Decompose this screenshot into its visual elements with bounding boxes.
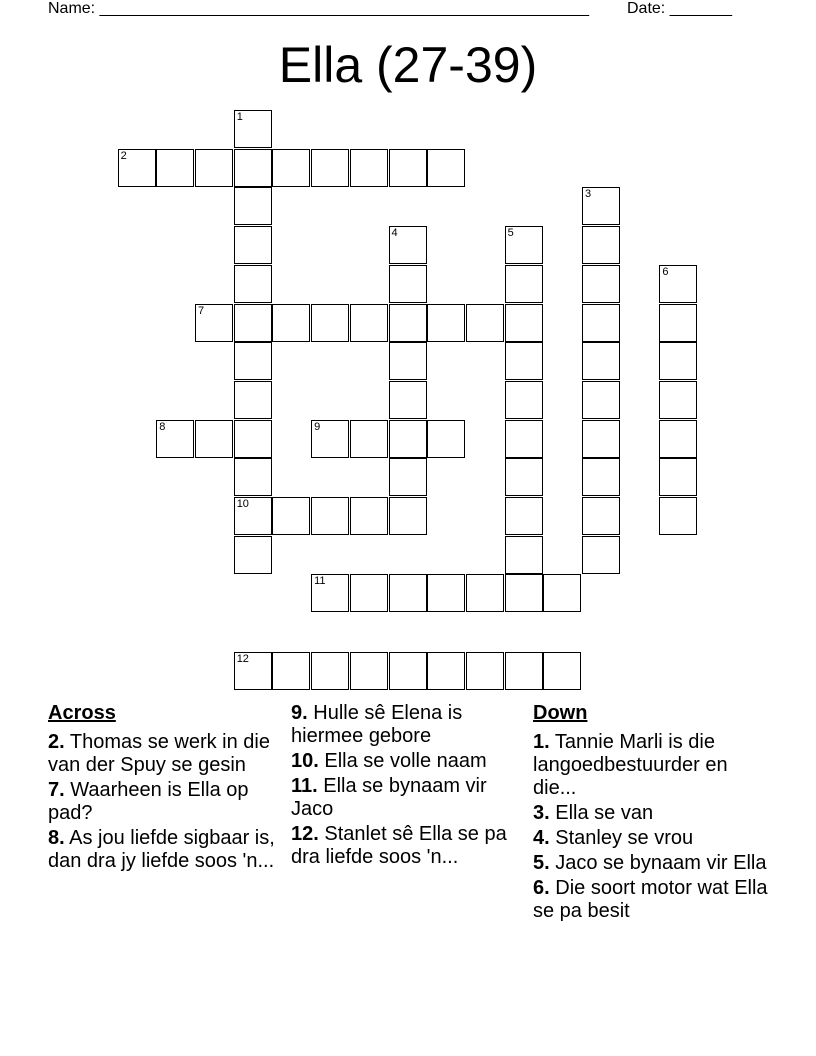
clue-number: 4 xyxy=(391,227,398,240)
grid-cell[interactable] xyxy=(505,497,543,535)
clue-number: 1 xyxy=(236,111,243,123)
clue-across-11: 11. Ella se bynaam vir Jaco xyxy=(291,775,487,820)
clue-down-1: 1. Tannie Marli is die langoedbestuurder en die... xyxy=(533,731,728,799)
grid-cell[interactable] xyxy=(234,226,272,264)
grid-cell[interactable] xyxy=(234,110,272,148)
grid-cell[interactable] xyxy=(505,265,543,303)
grid-cell[interactable] xyxy=(311,304,349,342)
grid-cell[interactable] xyxy=(350,149,388,187)
grid-cell[interactable] xyxy=(311,420,349,458)
grid-cell[interactable] xyxy=(350,497,388,535)
grid-cell[interactable] xyxy=(427,420,465,458)
grid-cell[interactable] xyxy=(350,304,388,342)
grid-cell[interactable] xyxy=(350,652,388,690)
grid-cell[interactable] xyxy=(311,574,349,612)
grid-cell[interactable] xyxy=(582,187,620,225)
grid-cell[interactable] xyxy=(311,652,349,690)
clue-number: 11 xyxy=(314,575,326,588)
clue-down-3: 3. Ella se van xyxy=(533,802,654,824)
grid-cell[interactable] xyxy=(505,536,543,574)
clue-down-5: 5. Jaco se bynaam vir Ella xyxy=(533,852,767,874)
grid-cell[interactable] xyxy=(659,381,697,419)
grid-cell[interactable] xyxy=(389,226,427,264)
grid-cell[interactable] xyxy=(466,304,504,342)
clue-number: 8 xyxy=(159,420,166,433)
grid-cell[interactable] xyxy=(234,304,272,342)
grid-cell[interactable] xyxy=(234,149,272,187)
grid-cell[interactable] xyxy=(659,458,697,496)
clue-number: 9 xyxy=(314,420,321,433)
grid-cell[interactable] xyxy=(195,420,233,458)
grid-cell[interactable] xyxy=(659,265,697,303)
clue-number: 10 xyxy=(236,498,249,510)
grid-cell[interactable] xyxy=(272,304,310,342)
grid-cell[interactable] xyxy=(272,652,310,690)
grid-cell[interactable] xyxy=(389,265,427,303)
clue-across-9: 9. Hulle sê Elena is hiermee gebore xyxy=(291,702,463,747)
grid-cell[interactable] xyxy=(234,420,272,458)
grid-cell[interactable] xyxy=(272,497,310,535)
grid-cell[interactable] xyxy=(659,304,697,342)
grid-cell[interactable] xyxy=(389,420,427,458)
grid-cell[interactable] xyxy=(582,342,620,380)
grid-cell[interactable] xyxy=(234,381,272,419)
grid-cell[interactable] xyxy=(389,342,427,380)
grid-cell[interactable] xyxy=(582,536,620,574)
clue-number: 7 xyxy=(198,304,205,317)
grid-cell[interactable] xyxy=(505,381,543,419)
clue-number: 3 xyxy=(585,188,592,201)
grid-cell[interactable] xyxy=(505,574,543,612)
grid-cell[interactable] xyxy=(234,536,272,574)
grid-cell[interactable] xyxy=(505,304,543,342)
grid-cell[interactable] xyxy=(427,149,465,187)
grid-cell[interactable] xyxy=(156,149,194,187)
clue-down-6: 6. Die soort motor wat Ella se pa besit xyxy=(533,877,768,922)
grid-cell[interactable] xyxy=(659,342,697,380)
grid-cell[interactable] xyxy=(272,149,310,187)
grid-cell[interactable] xyxy=(234,187,272,225)
clue-number: 6 xyxy=(662,265,669,278)
grid-cell[interactable] xyxy=(234,497,272,535)
clue-across-8: 8. As jou liefde sigbaar is, dan dra jy liefde soos 'n... xyxy=(48,827,275,872)
grid-cell[interactable] xyxy=(350,420,388,458)
puzzle-title: Ella (27-39) xyxy=(278,37,538,93)
grid-cell[interactable] xyxy=(582,226,620,264)
grid-cell[interactable] xyxy=(350,574,388,612)
grid-cell[interactable] xyxy=(195,304,233,342)
grid-cell[interactable] xyxy=(389,497,427,535)
grid-cell[interactable] xyxy=(659,497,697,535)
grid-cell[interactable] xyxy=(389,304,427,342)
grid-cell[interactable] xyxy=(389,652,427,690)
grid-cell[interactable] xyxy=(389,149,427,187)
down-clues-col xyxy=(533,702,773,925)
grid-cell[interactable] xyxy=(156,420,194,458)
grid-cell[interactable] xyxy=(582,381,620,419)
grid-cell[interactable] xyxy=(505,420,543,458)
grid-cell[interactable] xyxy=(234,458,272,496)
grid-cell[interactable] xyxy=(234,652,272,690)
clue-across-10: 10. Ella se volle naam xyxy=(291,750,487,772)
clue-number: 5 xyxy=(507,227,514,240)
grid-cell[interactable] xyxy=(582,458,620,496)
clue-down-4: 4. Stanley se vrou xyxy=(533,827,694,849)
grid-cell[interactable] xyxy=(543,652,581,690)
grid-cell[interactable] xyxy=(466,574,504,612)
across-clues-col2 xyxy=(291,702,519,871)
grid-cell[interactable] xyxy=(311,149,349,187)
grid-cell[interactable] xyxy=(311,497,349,535)
down-heading: Down xyxy=(533,702,588,724)
grid-cell[interactable] xyxy=(118,149,156,187)
grid-cell[interactable] xyxy=(505,458,543,496)
grid-cell[interactable] xyxy=(659,420,697,458)
grid-cell[interactable] xyxy=(582,265,620,303)
across-heading: Across xyxy=(48,702,116,724)
grid-cell[interactable] xyxy=(389,381,427,419)
grid-cell[interactable] xyxy=(466,652,504,690)
date-field-label: Date: _______ xyxy=(627,0,732,17)
across-clues-col1 xyxy=(48,702,284,875)
grid-cell[interactable] xyxy=(427,652,465,690)
grid-cell[interactable] xyxy=(427,304,465,342)
grid-cell[interactable] xyxy=(543,574,581,612)
grid-cell[interactable] xyxy=(582,304,620,342)
clue-number: 12 xyxy=(236,652,249,665)
grid-cell[interactable] xyxy=(427,574,465,612)
grid-cell[interactable] xyxy=(505,652,543,690)
grid-cell[interactable] xyxy=(505,226,543,264)
grid-cell[interactable] xyxy=(582,497,620,535)
clue-number: 2 xyxy=(120,149,127,162)
clue-across-12: 12. Stanlet sê Ella se pa dra liefde soos 'n... xyxy=(291,823,507,868)
grid-cell[interactable] xyxy=(389,574,427,612)
grid-cell[interactable] xyxy=(389,458,427,496)
clue-across-2: 2. Thomas se werk in die van der Spuy se gesin xyxy=(48,731,270,776)
grid-cell[interactable] xyxy=(582,420,620,458)
clue-across-7: 7. Waarheen is Ella op pad? xyxy=(48,779,249,824)
name-field-label: Name: _______________________________________________________ xyxy=(48,0,589,17)
grid-cell[interactable] xyxy=(234,265,272,303)
grid-cell[interactable] xyxy=(195,149,233,187)
grid-cell[interactable] xyxy=(505,342,543,380)
grid-cell[interactable] xyxy=(234,342,272,380)
